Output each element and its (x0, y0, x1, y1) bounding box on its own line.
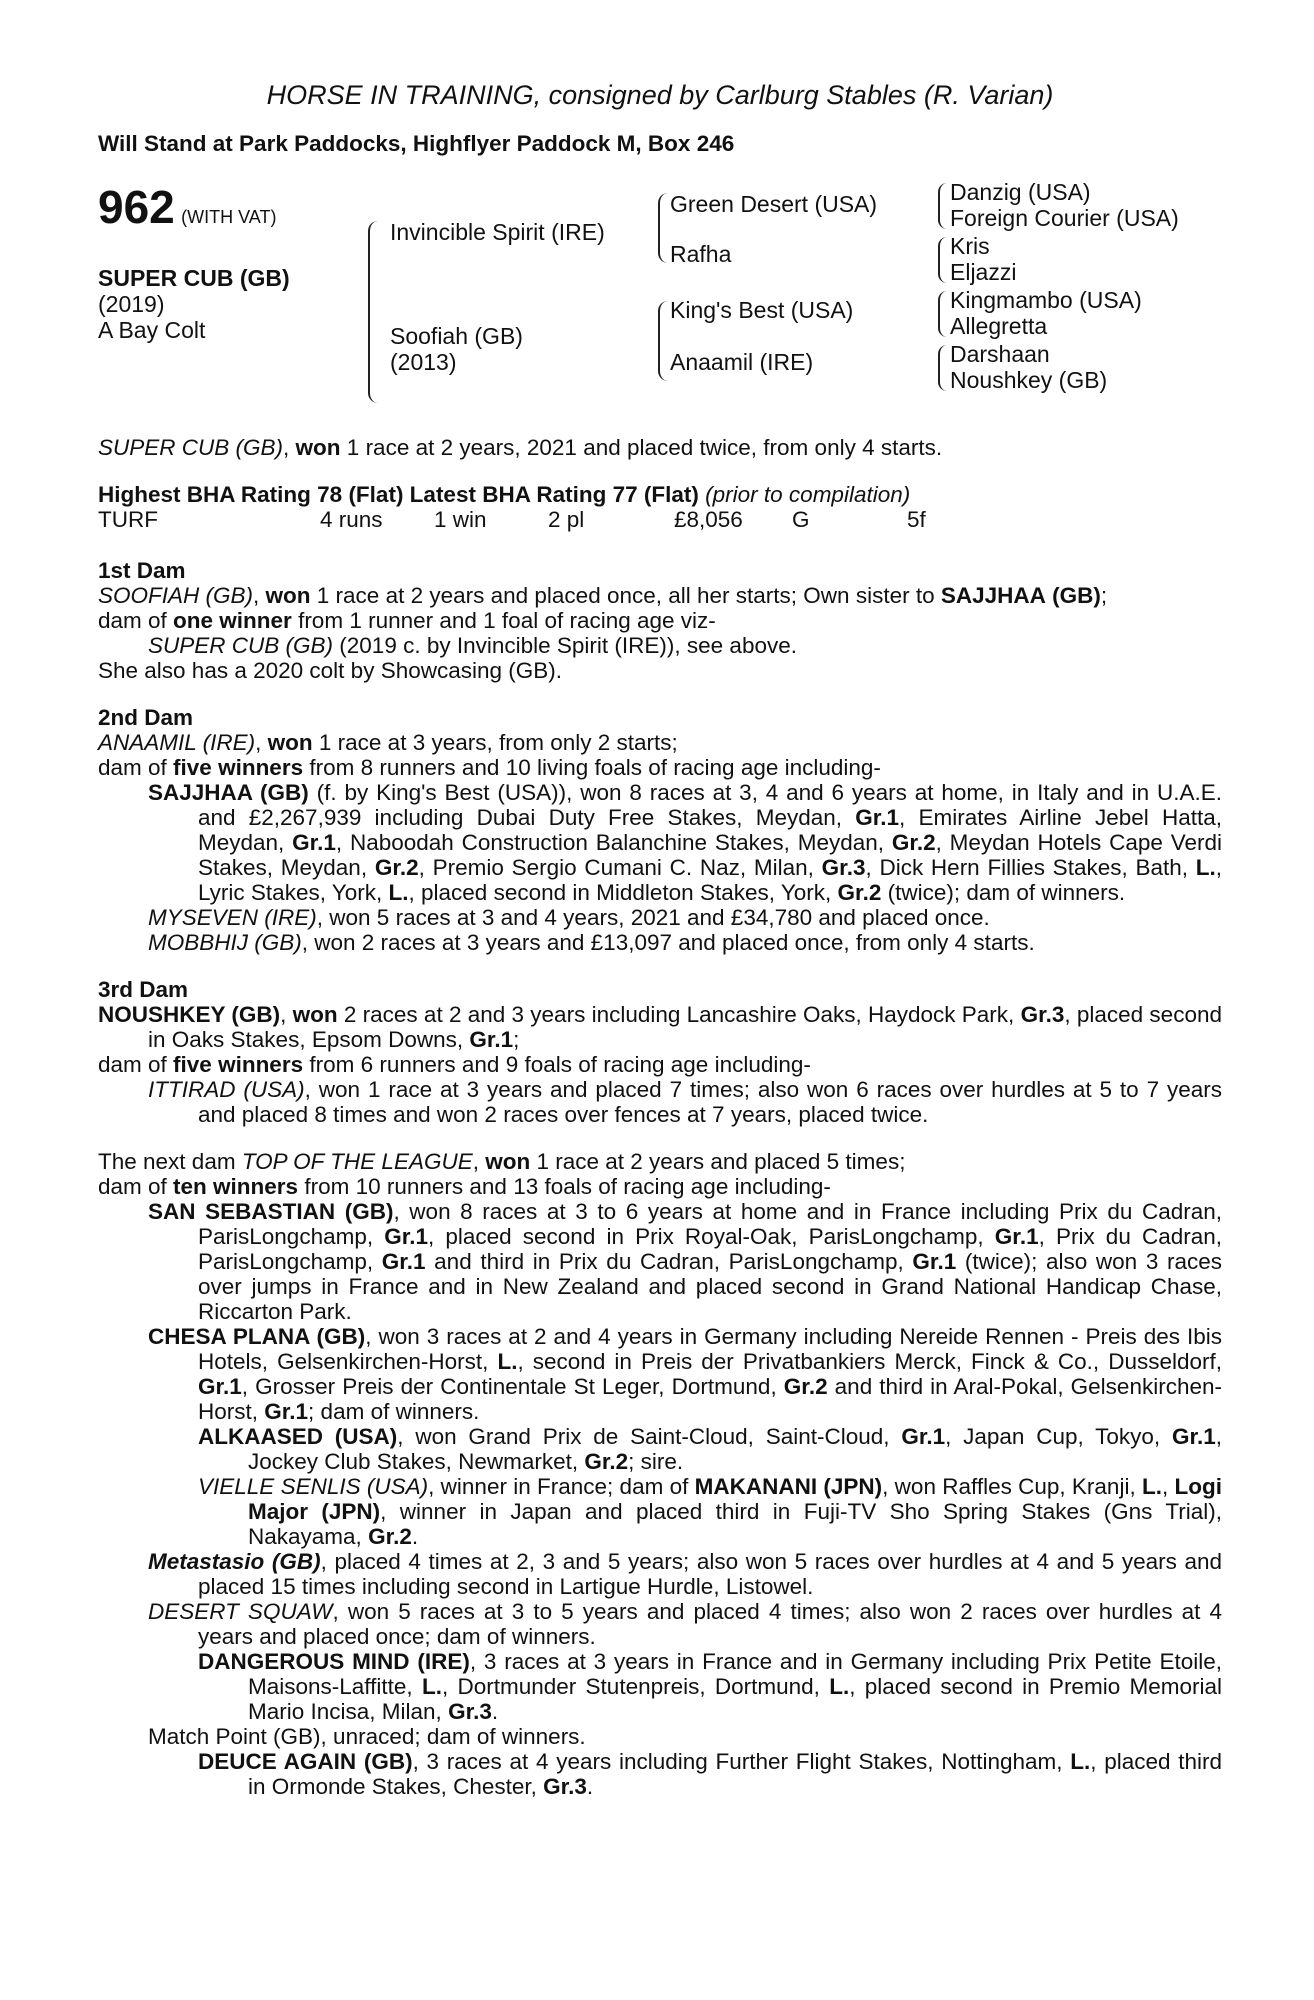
first-dam-name: SOOFIAH (GB) (98, 583, 254, 608)
next-dam-prefix: The next dam (98, 1149, 242, 1174)
produce-summary: from 10 runners and 13 foals of racing age including- (298, 1174, 831, 1199)
produce-myseven (98, 905, 1222, 930)
third-dam-record: NOUSHKEY (GB), won 2 races at 2 and 3 years including Lancashire Oaks, Haydock Park, Gr.3, placed second in Oaks Stakes, Epsom Downs, Gr.1; (98, 1002, 1222, 1052)
produce-text: , won 8 races at 3 to 6 years at home and in France including Prix du Cadran, ParisLongchamp, (198, 1199, 1222, 1249)
pedigree-sire-dam: Rafha (670, 241, 732, 267)
produce-text: (f. by King's Best (USA)), won 8 races at 3, 4 and 6 years at home, in Italy and in U.A.E. and £2,267,939 including Dubai Duty Free Stakes, Meydan, (198, 780, 1222, 830)
pedigree-sds: Kris (950, 233, 990, 259)
grade-label: Gr.1 (198, 1374, 242, 1399)
dam-of-prefix: dam of (98, 608, 174, 633)
second-dam-section: 2nd Dam ANAAMIL (IRE), won 1 race at 3 years, from only 2 starts; dam of five winners from 8 runners and 10 living foals of racing age including- SAJJHAA (GB) (f. by King's Best (USA)), won 8 races at 3, 4 and 6 years at home, in Italy and in U.A.E. and £2,267,939 including Dubai Duty Free Stakes, Meydan, Gr.1, Emirates Airline Jebel Hatta, Meydan, Gr.1, Naboodah Construction Balanchine Stakes, Meydan, Gr.2, Meydan Hotels Cape Verdi Stakes, Meydan, Gr.2, Premio Sergio Cumani C. Naz, Milan, Gr.3, Dick Hern Fillies Stakes, Bath, L., Lyric Stakes, York, L., placed second in Middleton Stakes, York, Gr.2 (twice); dam of winners. MYSEVEN (IRE), won 5 races at 3 and 4 years, 2021 and £34,780 and placed once. MOBBHIJ (GB), won 2 races at 3 years and £13,097 and placed once, from only 4 starts. (98, 705, 1223, 955)
produce-name: Logi Major (JPN) (248, 1474, 1222, 1524)
third-dam-text: 2 races at 2 and 3 years including Lancashire Oaks, Haydock Park, (337, 1002, 1021, 1027)
produce-chesa-plana (98, 1324, 1222, 1424)
winner-count: five winners (173, 755, 304, 780)
produce-text: , Prix du Cadran, ParisLongchamp, (198, 1224, 1222, 1274)
produce-summary: from 6 runners and 9 foals of racing age including- (303, 1052, 811, 1077)
produce-text: , second in Preis der Privatbankiers Merck, Finck & Co., Dusseldorf, (517, 1349, 1222, 1374)
pedigree-ssd: Foreign Courier (USA) (950, 205, 1179, 231)
grade-label: L. (1195, 855, 1216, 880)
grade-label: L. (497, 1349, 518, 1374)
pedigree-sire-sire: Green Desert (USA) (670, 191, 878, 217)
horse-name: SUPER CUB (GB) (98, 265, 290, 291)
produce-name: VIELLE SENLIS (USA) (198, 1474, 429, 1499)
produce-text: , (1161, 1474, 1175, 1499)
own-sister-name: SAJJHAA (940, 583, 1046, 608)
summary-text: 1 race at 2 years, 2021 and placed twice, from only 4 starts. (340, 435, 943, 460)
produce-text: and third in Aral-Pokal, Gelsenkirchen-Horst, (198, 1374, 1222, 1424)
grade-label: L. (829, 1674, 850, 1699)
grade-label: Gr.1 (469, 1027, 514, 1052)
produce-text: , 3 races at 3 years in France and in Germany including Prix Petite Etoile, Maisons-Laffitte, (248, 1649, 1222, 1699)
produce-name: SUPER CUB (GB) (148, 633, 334, 658)
grade-label: Gr.3 (821, 855, 866, 880)
produce-name: SAJJHAA (GB) (148, 780, 309, 805)
pedigree-brace-main (368, 221, 380, 403)
pedigree-brace-ds (938, 291, 947, 337)
produce-name: DANGEROUS MIND (IRE) (198, 1649, 470, 1674)
pedigree-dam-year: (2013) (390, 349, 457, 375)
catalogue-page (98, 80, 1222, 1799)
record-earnings: £8,056 (674, 507, 743, 532)
produce-name: MOBBHIJ (GB) (148, 930, 302, 955)
produce-text: , Premio Sergio Cumani C. Naz, Milan, (418, 855, 822, 880)
produce-text: , won Grand Prix de Saint-Cloud, Saint-Cloud, (397, 1424, 902, 1449)
produce-text: , won 5 races at 3 and 4 years, 2021 and £34,780 and placed once. (316, 905, 990, 930)
record-going: G (792, 507, 810, 532)
horse-year: (2019) (98, 291, 165, 317)
pedigree-brace-sd (938, 237, 947, 283)
produce-text: , Emirates Airline Jebel Hatta, Meydan, (198, 805, 1222, 855)
dam-of-prefix: dam of (98, 1174, 174, 1199)
grade-label: Gr.2 (891, 830, 936, 855)
produce-text: , winner in Japan and placed third in Fuji-TV Sho Spring Stakes (Gns Trial), Nakayama, (248, 1499, 1223, 1549)
record-placed: 2 pl (548, 507, 585, 532)
third-dam-text: ; (513, 1027, 520, 1052)
pedigree-sdd: Eljazzi (950, 259, 1017, 285)
produce-name: MAKANANI (JPN) (694, 1474, 883, 1499)
produce-text: , Meydan Hotels Cape Verdi Stakes, Meydan, (198, 830, 1222, 880)
grade-label: Gr.1 (1171, 1424, 1216, 1449)
produce-name: ALKAASED (USA) (198, 1424, 398, 1449)
record-row (98, 507, 1222, 532)
grade-label: Gr.2 (374, 855, 419, 880)
grade-label: Gr.2 (783, 1374, 828, 1399)
produce-name: ITTIRAD (USA) (148, 1077, 305, 1102)
produce-text: , placed second in Middleton Stakes, York, (408, 880, 838, 905)
grade-label: Gr.3 (543, 1774, 587, 1799)
grade-label: L. (1141, 1474, 1162, 1499)
dam-of-prefix: dam of (98, 1052, 174, 1077)
won-label: won (485, 1149, 531, 1174)
rating-label: Highest BHA Rating 78 (Flat) Latest BHA Rating 77 (Flat) (98, 482, 699, 507)
pedigree-dds: Darshaan (950, 341, 1050, 367)
grade-label: Gr.1 (901, 1424, 946, 1449)
lot-number-line (98, 183, 276, 231)
horse-description: A Bay Colt (98, 317, 206, 343)
produce-text: , won 2 races at 3 years and £13,097 and placed once, from only 4 starts. (301, 930, 1035, 955)
grade-label: L. (421, 1674, 442, 1699)
produce-metastasio (98, 1549, 1222, 1599)
produce-text: , Lyric Stakes, York, (198, 855, 1223, 905)
produce-name: Metastasio (GB) (148, 1549, 321, 1574)
third-dam-name: NOUSHKEY (GB) (98, 1002, 281, 1027)
won-label: won (267, 730, 313, 755)
additional-produce: She also has a 2020 colt by Showcasing (GB). (98, 658, 563, 683)
vat-note: (WITH VAT) (181, 207, 277, 227)
dam-of-prefix: dam of (98, 755, 174, 780)
second-dam-name: ANAAMIL (IRE) (98, 730, 256, 755)
pedigree-sire: Invincible Spirit (IRE) (390, 219, 605, 245)
grade-label: L. (388, 880, 409, 905)
produce-deuce-again (98, 1749, 1222, 1799)
produce-text: , placed third in Ormonde Stakes, Chester, (248, 1749, 1223, 1799)
rating-block (98, 482, 1222, 532)
grade-label: Gr.1 (912, 1249, 957, 1274)
produce-text: , Naboodah Construction Balanchine Stakes, Meydan, (335, 830, 892, 855)
pedigree-sss: Danzig (USA) (950, 179, 1091, 205)
produce-text: , winner in France; dam of (428, 1474, 695, 1499)
second-dam-text: 1 race at 3 years, from only 2 starts; (312, 730, 678, 755)
summary-won: won (295, 435, 341, 460)
produce-text: , placed second in Prix Royal-Oak, ParisLongchamp, (428, 1224, 995, 1249)
first-dam-section: 1st Dam SOOFIAH (GB), won 1 race at 2 years and placed once, all her starts; Own sister to SAJJHAA (GB); dam of one winner from 1 runner and 1 foal of racing age viz- SUPER CUB (GB) (2019 c. by Invincible Spirit (IRE)), see above. She also has a 2020 colt by Showcasing (GB). (98, 558, 1222, 683)
produce-text: , placed second in Premio Memorial Mario Incisa, Milan, (248, 1674, 1222, 1724)
third-dam-text: , placed second in Oaks Stakes, Epsom Downs, (148, 1002, 1222, 1052)
produce-ittirad (98, 1077, 1222, 1127)
consignment-line: HORSE IN TRAINING, consigned by Carlburg Stables (R. Varian) (266, 80, 1054, 110)
first-dam-heading: 1st Dam (98, 558, 186, 583)
grade-label: Gr.2 (368, 1524, 412, 1549)
produce-text: ; dam of winners. (308, 1399, 480, 1424)
rating-note: (prior to compilation) (705, 482, 911, 507)
produce-text: Match Point (GB), unraced; dam of winners. (148, 1724, 586, 1749)
grade-label: Gr.3 (448, 1699, 492, 1724)
third-dam-section (98, 977, 1222, 1127)
winner-count: ten winners (173, 1174, 299, 1199)
produce-text: (2019 c. by Invincible Spirit (IRE)), see above. (333, 633, 797, 658)
fourth-dam-name: TOP OF THE LEAGUE (241, 1149, 473, 1174)
produce-sajjhaa (98, 780, 1222, 905)
produce-text: , won 1 race at 3 years and placed 7 times; also won 6 races over hurdles at 5 to 7 years and placed 8 times and won 2 races over fences at 7 years, placed twice. (198, 1077, 1222, 1127)
produce-name: SAN SEBASTIAN (GB) (148, 1199, 394, 1224)
pedigree-brace-ss (938, 183, 947, 229)
record-distance: 5f (907, 507, 926, 532)
produce-text: (twice); also won 3 races over jumps in France and in New Zealand and placed second in Grand National Handicap Chase, Riccarton Park. (198, 1249, 1222, 1324)
produce-name: DEUCE AGAIN (GB) (198, 1749, 413, 1774)
won-label: won (292, 1002, 338, 1027)
pedigree-brace-dd (938, 345, 947, 391)
stand-location: Will Stand at Park Paddocks, Highflyer Paddock M, Box 246 (98, 131, 735, 156)
produce-name: MYSEVEN (IRE) (148, 905, 317, 930)
first-dam-text: 1 race at 2 years and placed once, all her starts; Own sister to (310, 583, 941, 608)
pedigree-ddd: Noushkey (GB) (950, 367, 1108, 393)
produce-match-point (98, 1724, 1222, 1749)
produce-name: DESERT SQUAW (148, 1599, 333, 1624)
pedigree-dam: Soofiah (GB) (390, 323, 523, 349)
record-wins: 1 win (434, 507, 487, 532)
produce-text: . (586, 1774, 594, 1799)
produce-mobbhij (98, 930, 1222, 955)
grade-label: Gr.1 (384, 1224, 428, 1249)
pedigree-dsd: Allegretta (950, 313, 1048, 339)
produce-text: , Dortmunder Stutenpreis, Dortmund, (441, 1674, 830, 1699)
pedigree-dam-dam: Anaamil (IRE) (670, 349, 814, 375)
grade-label: L. (1070, 1749, 1091, 1774)
grade-label: Gr.1 (855, 805, 900, 830)
pedigree-brace-sire (658, 193, 668, 263)
produce-text: , Dick Hern Fillies Stakes, Bath, (865, 855, 1196, 880)
pedigree-brace-dam (658, 301, 668, 381)
racing-summary: SUPER CUB (GB), won 1 race at 2 years, 2021 and placed twice, from only 4 starts. (98, 435, 943, 460)
produce-alkaased (98, 1424, 1222, 1474)
grade-label: Gr.1 (994, 1224, 1039, 1249)
produce-summary: from 1 runner and 1 foal of racing age viz- (291, 608, 716, 633)
own-sister-suffix: (GB) (1052, 583, 1101, 608)
winner-count: one winner (173, 608, 292, 633)
grade-label: Gr.1 (381, 1249, 426, 1274)
produce-text: , won Raffles Cup, Kranji, (882, 1474, 1142, 1499)
produce-text: , won 5 races at 3 to 5 years and placed 4 times; also won 2 races over hurdles at 4 years and placed once; dam of winners. (198, 1599, 1222, 1649)
grade-label: Gr.2 (837, 880, 882, 905)
second-dam-heading: 2nd Dam (98, 705, 194, 730)
produce-text: ; sire. (628, 1449, 684, 1474)
produce-dangerous-mind (98, 1649, 1222, 1724)
produce-desert-squaw (98, 1599, 1222, 1649)
lot-number: 962 (98, 181, 175, 233)
summary-horse-name: SUPER CUB (GB) (98, 435, 284, 460)
produce-text: , won 3 races at 2 and 4 years in Germany including Nereide Rennen - Preis des Ibis Hotels, Gelsenkirchen-Horst, (198, 1324, 1222, 1374)
grade-label: Gr.3 (1020, 1002, 1065, 1027)
produce-text: , 3 races at 4 years including Further Flight Stakes, Nottingham, (412, 1749, 1071, 1774)
won-label: won (265, 583, 311, 608)
winner-count: five winners (173, 1052, 304, 1077)
fourth-dam-text: 1 race at 2 years and placed 5 times; (530, 1149, 906, 1174)
produce-summary: from 8 runners and 10 living foals of racing age including- (303, 755, 881, 780)
produce-text: , Japan Cup, Tokyo, (945, 1424, 1172, 1449)
grade-label: Gr.1 (264, 1399, 309, 1424)
record-runs: 4 runs (320, 507, 383, 532)
produce-san-sebastian (98, 1199, 1222, 1324)
produce-vielle-senlis (98, 1474, 1222, 1549)
pedigree-dss: Kingmambo (USA) (950, 287, 1142, 313)
pedigree-dam-sire: King's Best (USA) (670, 297, 854, 323)
grade-label: Gr.2 (584, 1449, 629, 1474)
produce-text: . (411, 1524, 419, 1549)
record-surface: TURF (98, 507, 158, 532)
produce-text: and third in Prix du Cadran, ParisLongchamp, (425, 1249, 913, 1274)
produce-text: , Grosser Preis der Continentale St Leger, Dortmund, (241, 1374, 784, 1399)
fourth-dam-section: The next dam TOP OF THE LEAGUE, won 1 race at 2 years and placed 5 times; dam of ten winners from 10 runners and 13 foals of racing age including- SAN SEBASTIAN (GB), won 8 races at 3 to 6 years at home and in France including Prix du Cadran, ParisLongchamp, Gr.1, placed second in Prix Royal-Oak, ParisLongchamp, Gr.1, Prix du Cadran, ParisLongchamp, Gr.1 and third in Prix du Cadran, ParisLongchamp, Gr.1 (twice); also won 3 races over jumps in France and in New Zealand and placed second in Grand National Handicap Chase, Riccarton Park. CHESA PLANA (GB), won 3 races at 2 and 4 years in Germany including Nereide Rennen - Preis des Ibis Hotels, Gelsenkirchen-Horst, L., second in Preis der Privatbankiers Merck, Finck & Co., Dusseldorf, Gr.1, Grosser Preis der Continentale St Leger, Dortmund, Gr.2 and third in Aral-Pokal, Gelsenkirchen-Horst, Gr.1; dam of winners. ALKAASED (USA), won Grand Prix de Saint-Cloud, Saint-Cloud, Gr.1, Japan Cup, Tokyo, Gr.1, Jockey Club Stakes, Newmarket, Gr.2; sire. VIELLE SENLIS (USA), winner in France; dam of MAKANANI (JPN), won Raffles Cup, Kranji, L., Logi Major (JPN), winner in Japan and placed third in Fuji-TV Sho Spring Stakes (Gns Trial), Nakayama, Gr.2. Metastasio (GB), placed 4 times at 2, 3 and 5 years; also won 5 races over hurdles at 4 and 5 years and placed 15 times including second in Lartigue Hurdle, Listowel. DESERT SQUAW, won 5 races at 3 to 5 years and placed 4 times; also won 2 races over hurdles at 4 years and placed once; dam of winners. DANGEROUS MIND (IRE), 3 races at 3 years in France and in Germany including Prix Petite Etoile, Maisons-Laffitte, L., Dortmunder Stutenpreis, Dortmund, L., placed second in Premio Memorial Mario Incisa, Milan, Gr.3. Match Point (GB), unraced; dam of winners. DEUCE AGAIN (GB), 3 races at 4 years including Further Flight Stakes, Nottingham, L., placed third in Ormonde Stakes, Chester, Gr.3. (98, 1149, 1223, 1799)
produce-text: , Jockey Club Stakes, Newmarket, (248, 1424, 1223, 1474)
produce-text: (twice); dam of winners. (881, 880, 1126, 905)
produce-text: . (491, 1699, 499, 1724)
grade-label: Gr.1 (292, 830, 336, 855)
pedigree-block (98, 179, 1222, 409)
produce-name: CHESA PLANA (GB) (148, 1324, 366, 1349)
produce-text: , placed 4 times at 2, 3 and 5 years; also won 5 races over hurdles at 4 and 5 years and placed 15 times including second in Lartigue Hurdle, Listowel. (198, 1549, 1223, 1599)
third-dam-heading: 3rd Dam (98, 977, 189, 1002)
